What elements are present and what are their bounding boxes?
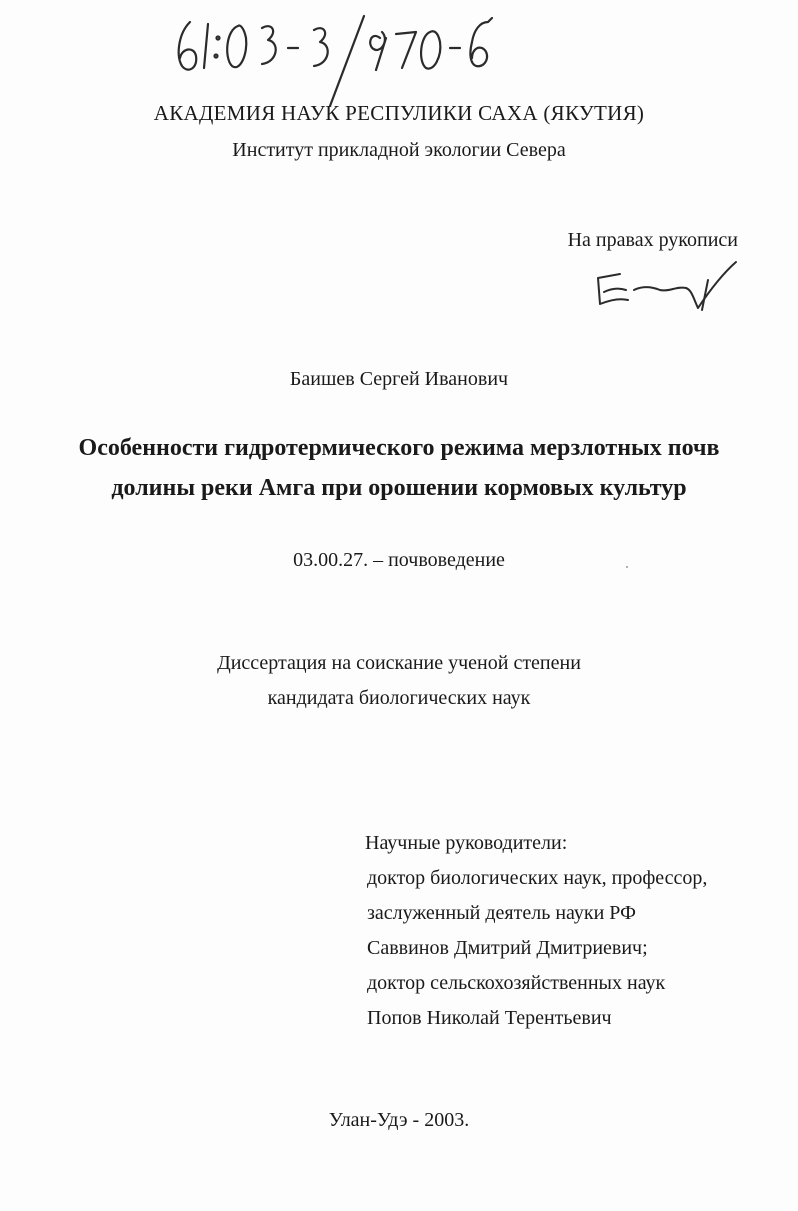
author-name: Баишев Сергей Иванович	[289, 368, 509, 390]
advisor-line: заслуженный деятель науки РФ	[367, 902, 636, 924]
scientific-advisors	[365, 826, 707, 1036]
advisor-line: доктор сельскохозяйственных наук	[367, 972, 666, 994]
place-and-year: Улан-Удэ - 2003.	[328, 1109, 470, 1131]
advisors-heading: Научные руководители:	[365, 832, 568, 854]
dissertation-degree-line-2: кандидата биологических наук	[267, 687, 531, 709]
institute-name: Институт прикладной экологии Севера	[232, 139, 566, 161]
author-signature	[590, 256, 740, 316]
advisor-line: Попов Николай Терентьевич	[367, 1007, 612, 1029]
thesis-title-line-2: долины реки Амга при орошении кормовых культур	[111, 475, 687, 501]
handwritten-archive-number	[168, 8, 508, 108]
specialty-code: 03.00.27. – почвоведение	[293, 549, 505, 571]
thesis-title-line-1: Особенности гидротермического режима мерзлотных почв	[78, 435, 720, 461]
advisor-line: Саввинов Дмитрий Дмитриевич;	[367, 937, 648, 959]
academy-name: АКАДЕМИЯ НАУК РЕСПУЛИКИ САХА (ЯКУТИЯ)	[153, 101, 645, 125]
dissertation-degree-line-1: Диссертация на соискание ученой степени	[217, 652, 581, 674]
rights-note: На правах рукописи	[567, 229, 738, 251]
advisor-line: доктор биологических наук, профессор,	[367, 867, 708, 889]
scan-speck	[626, 566, 628, 568]
